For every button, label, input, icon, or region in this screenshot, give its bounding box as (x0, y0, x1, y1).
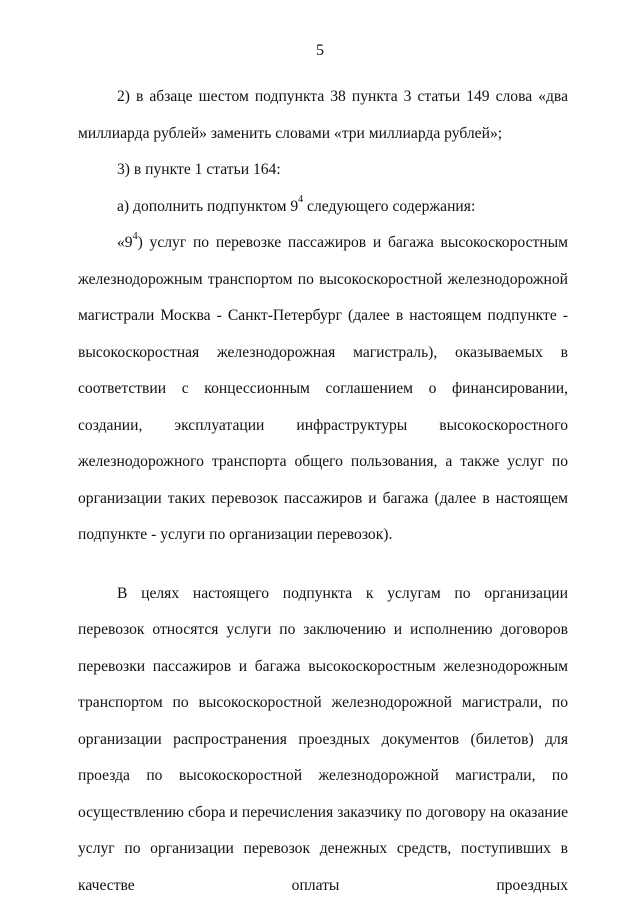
subitem-a-text-end: следующего содержания: (303, 197, 476, 215)
paragraph-subitem-a (78, 189, 568, 226)
paragraph-subpoint-9-4 (78, 225, 568, 554)
subpoint-text: ) услуг по перевозке пассажиров и багажа высокоскоростным железнодорожным транспортом по высокоскоростной железнодорожной магистрали Москва - Санкт-Петербург (далее в настоящем подпункте - высокоскоростная железнодорожная магистраль), оказываемых в соответствии с концессионным соглашением о финансировании, создании, эксплуатации инфраструктуры высокоскоростного железнодорожного транспорта общего пользования, а также услуг по организации таких перевозок пассажиров и багажа (далее в настоящем подпункте - услуги по организации перевозок). (78, 234, 568, 543)
document-body (78, 79, 568, 904)
page-number: 5 (316, 42, 324, 59)
paragraph-amendment-3: 3) в пункте 1 статьи 164: (117, 161, 281, 178)
subitem-a-text-start: а) дополнить подпунктом 9 (117, 197, 299, 215)
paragraph-purpose: В целях настоящего подпункта к услугам по организации перевозок относятся услуги по заключению и исполнению договоров перевозки пассажиров и багажа высокоскоростным железнодорожным транспортом по высокоскоростной железнодорожной магистрали, по организации распространения проездных документов (билетов) для проезда по высокоскоростной железнодорожной магистрали, по осуществлению сбора и перечисления заказчику по договору на оказание услуг по организации перевозок денежных средств, поступивших в качестве оплаты проездных (78, 584, 568, 894)
paragraph-amendment-2: 2) в абзаце шестом подпункта 38 пункта 3 статьи 149 слова «два миллиарда рублей» заменить словами «три миллиарда рублей»; (78, 88, 568, 142)
superscript-number: 4 (298, 194, 304, 206)
paragraph-spacer (78, 554, 568, 576)
subpoint-open: «9 (117, 234, 133, 251)
superscript-number: 4 (132, 230, 138, 242)
